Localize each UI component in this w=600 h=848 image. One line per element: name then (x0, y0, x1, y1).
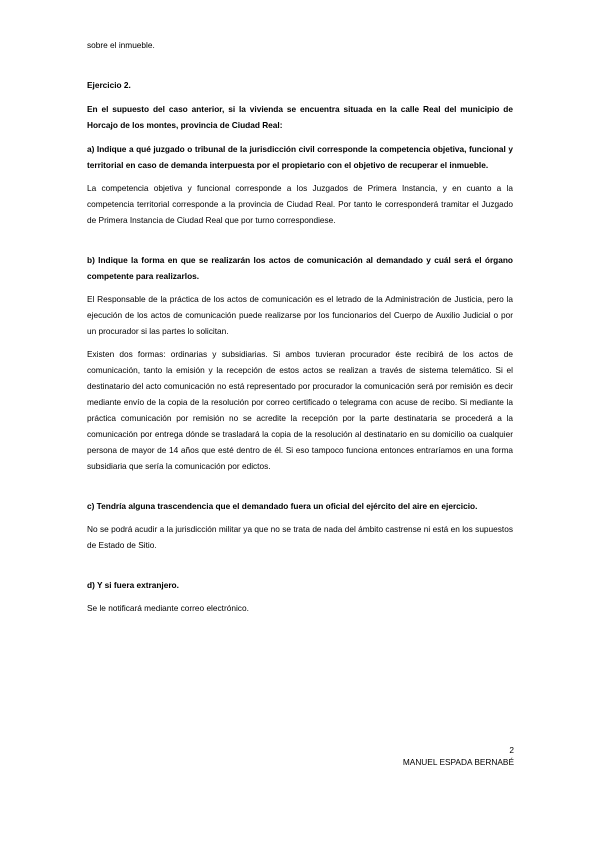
answer-b-paragraph-1: El Responsable de la práctica de los actos de comunicación es el letrado de la Administración de Justicia, pero la ejecución de los actos de comunicación puede realizarse por los funcionarios del Cuerpo de Auxilio Judicial o por un procurador si las partes lo solicitan. (87, 294, 513, 336)
scenario-text: En el supuesto del caso anterior, si la vivienda se encuentra situada en la calle Real del municipio de Horcajo de los montes, provincia de Ciudad Real: (87, 104, 513, 130)
exercise-title: Ejercicio 2. (87, 80, 131, 90)
page-number: 2 (509, 745, 514, 755)
question-a: a) Indique a qué juzgado o tribunal de la jurisdicción civil corresponde la competencia objetiva, funcional y territorial en caso de demanda interpuesta por el propietario con el objetivo de recuperar el inmueble. (87, 144, 513, 170)
question-c: c) Tendría alguna trascendencia que el demandado fuera un oficial del ejército del aire en ejercicio. (87, 501, 478, 511)
footer-author: MANUEL ESPADA BERNABÉ (402, 757, 514, 767)
answer-c-paragraph: No se podrá acudir a la jurisdicción militar ya que no se trata de nada del ámbito castrense ni está en los supuestos de Estado de Sitio. (87, 524, 513, 550)
answer-a-paragraph: La competencia objetiva y funcional corresponde a los Juzgados de Primera Instancia, y en cuanto a la competencia territorial corresponde a la provincia de Ciudad Real. Por tanto le corresponderá tramitar el Juzgado de Primera Instancia de Ciudad Real que por turno correspondiese. (87, 183, 513, 225)
answer-d-paragraph: Se le notificará mediante correo electrónico. (87, 603, 249, 613)
intro-tail: sobre el inmueble. (87, 40, 155, 50)
question-d: d) Y si fuera extranjero. (87, 580, 179, 590)
question-b: b) Indique la forma en que se realizarán los actos de comunicación al demandado y cuál será el órgano competente para realizarlos. (87, 255, 513, 281)
answer-b-paragraph-2: Existen dos formas: ordinarias y subsidiarias. Si ambos tuvieran procurador éste recibirá de los actos de comunicación, tanto la emisión y la recepción de estos actos se realizan a través de sistema telemático. Si el destinatario del acto comunicación no está representado por procurador la comunicación será por remisión es decir mediante envío de la copia de la resolución por correo certificado o telegrama con acuse de recibo. Si mediante la práctica comunicación por remisión no se acredite la recepción por la parte destinataria se procederá a la comunicación por entrega dónde se trasladará la copia de la resolución al destinatario en su domicilio oa cualquier persona de mayor de 14 años que esté dentro de él. Si eso tampoco funciona entonces entraríamos en una forma subsidiaria que sería la comunicación por edictos. (87, 349, 513, 471)
page-content (87, 37, 513, 616)
